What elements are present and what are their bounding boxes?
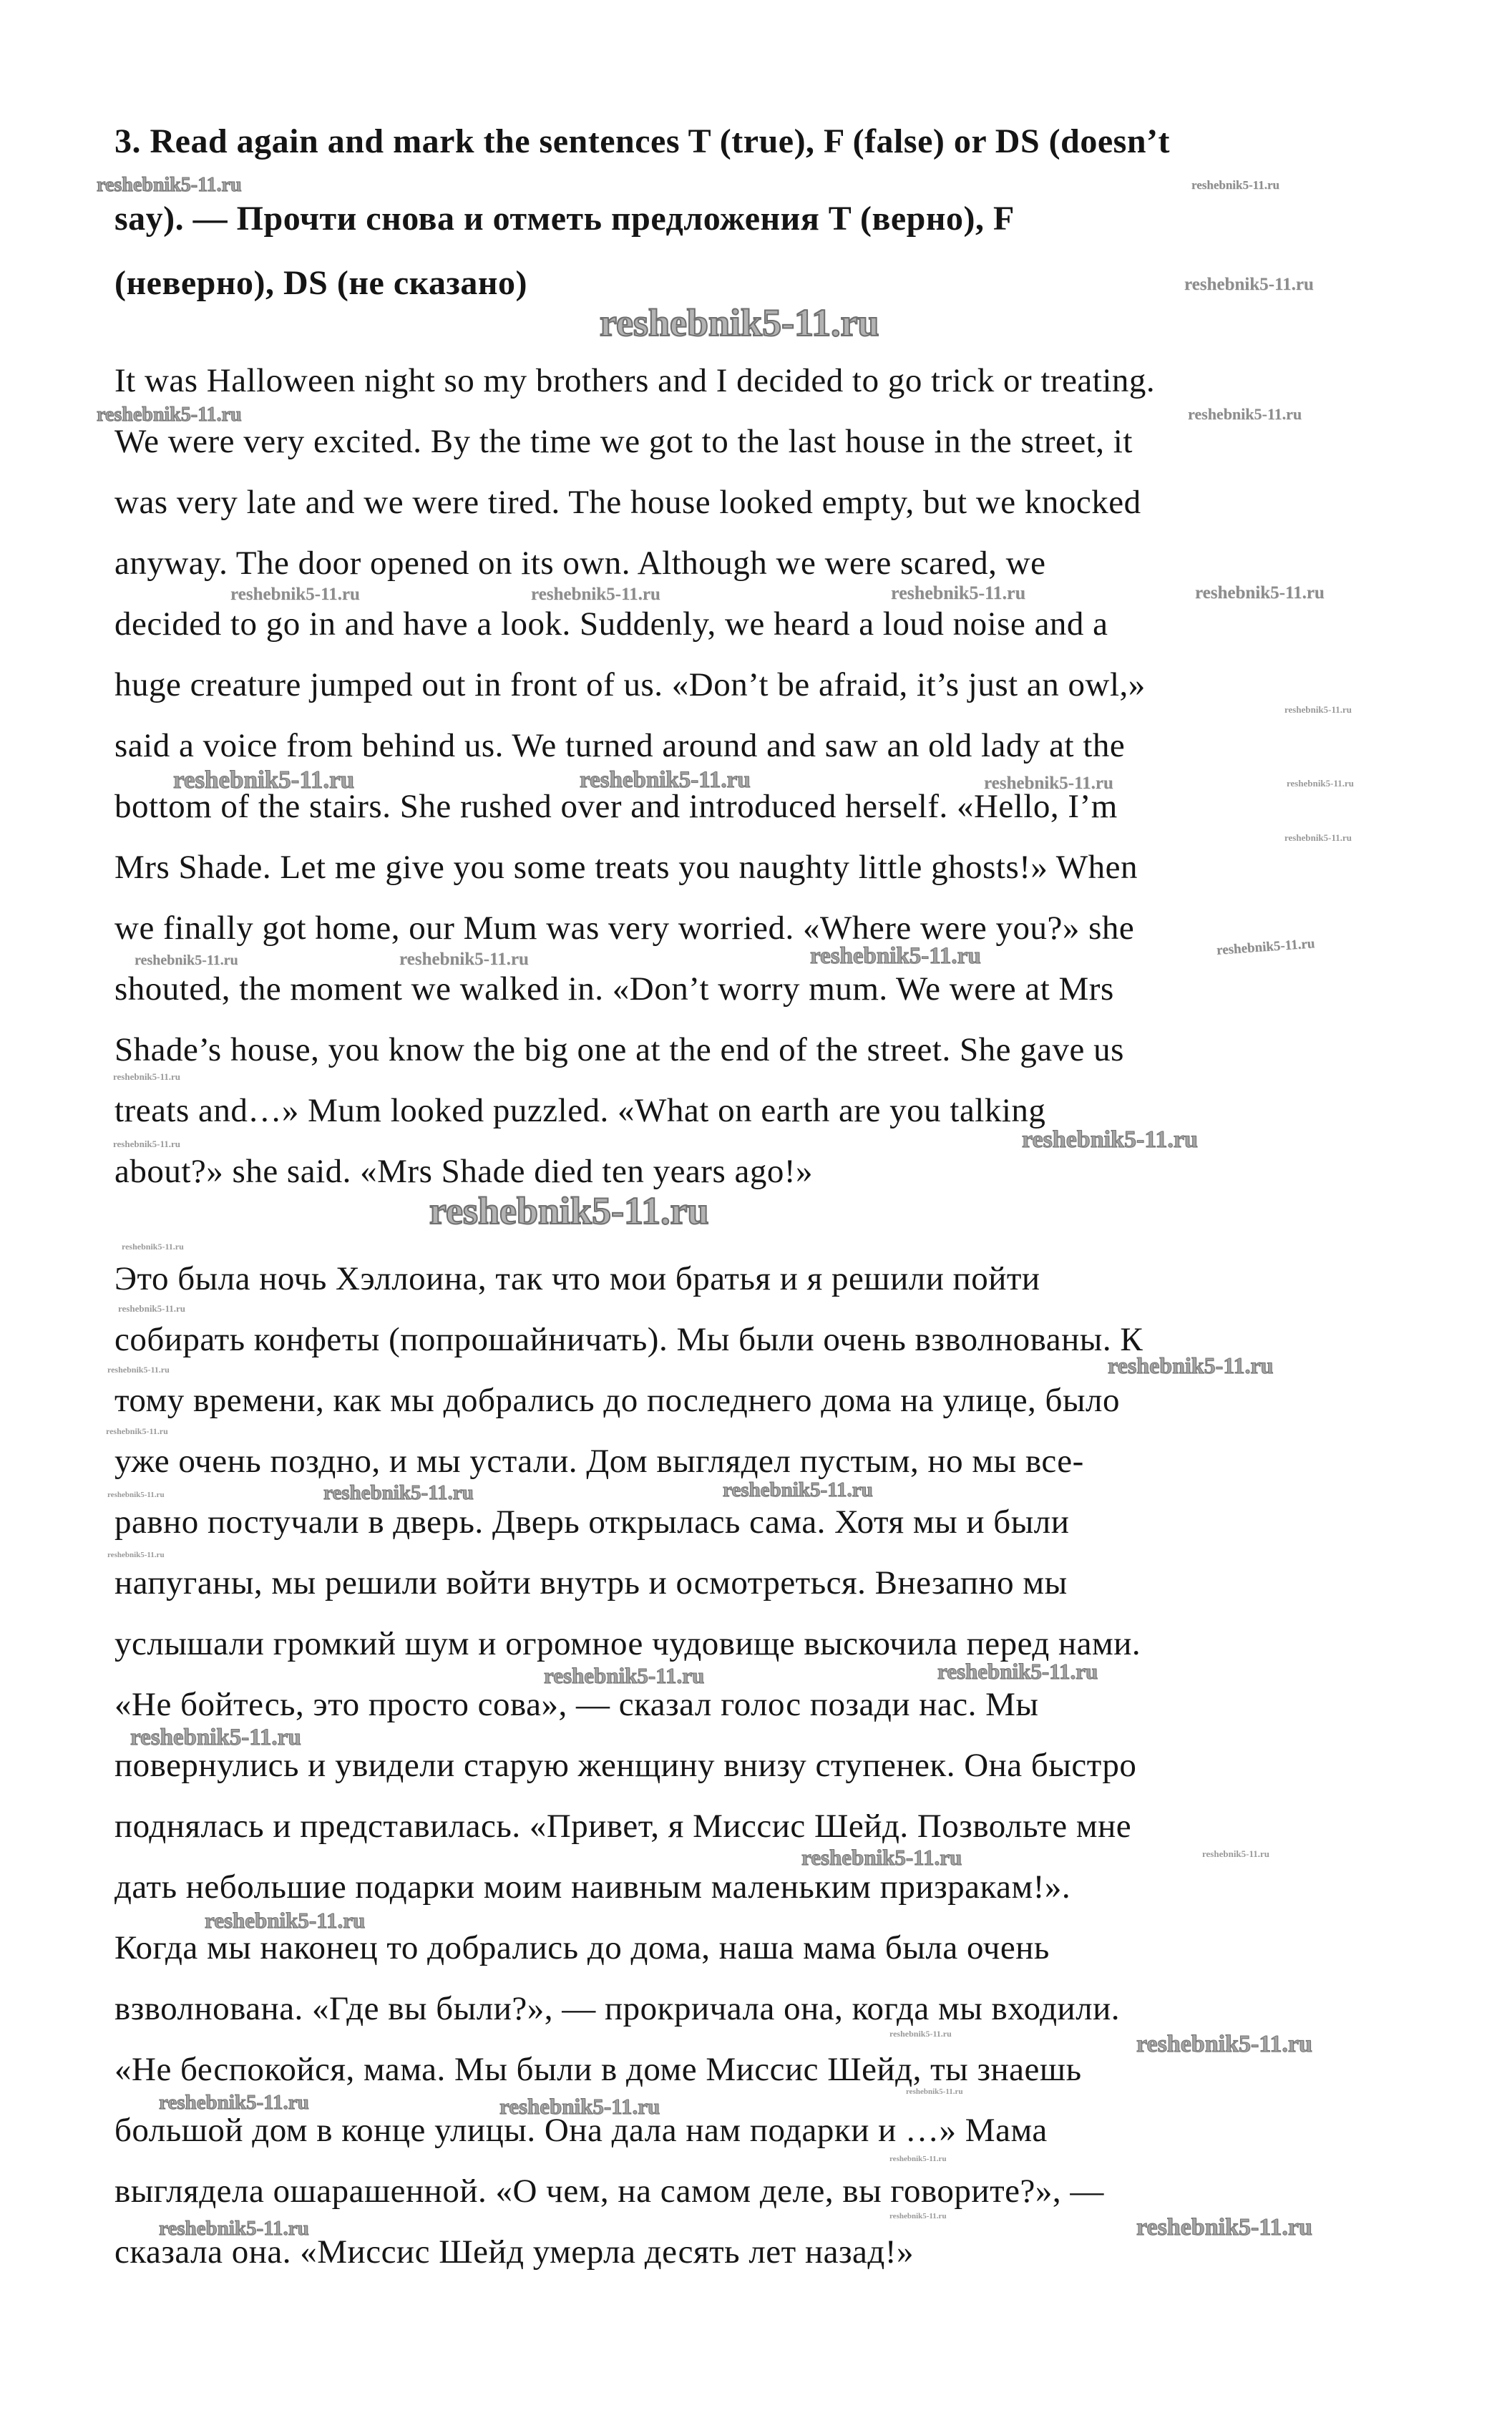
english-text-line: decided to go in and have a look. Suddenly, we heard a loud noise and a <box>114 605 1108 643</box>
watermark-text: reshebnik5-11.ru <box>173 766 355 794</box>
watermark-text: reshebnik5-11.ru <box>723 1478 873 1501</box>
russian-text-line: выглядела ошарашенной. «О чем, на самом деле, вы говорите?», — <box>114 2173 1104 2210</box>
watermark-text: reshebnik5-11.ru <box>801 1845 962 1870</box>
heading-line: (неверно), DS (не сказано) <box>114 264 527 302</box>
english-text-line: we finally got home, our Mum was very worried. «Where were you?» she <box>114 910 1135 947</box>
watermark-text: reshebnik5-11.ru <box>429 1189 709 1232</box>
watermark-text: reshebnik5-11.ru <box>499 2094 660 2119</box>
watermark-text: reshebnik5-11.ru <box>1284 704 1352 715</box>
english-text-line: said a voice from behind us. We turned around and saw an old lady at the <box>114 727 1126 764</box>
watermark-text: reshebnik5-11.ru <box>1284 832 1352 843</box>
english-text-line: Shade’s house, you know the big one at the end of the street. She gave us <box>114 1031 1124 1068</box>
watermark-text: reshebnik5-11.ru <box>323 1481 474 1504</box>
english-text-line: huge creature jumped out in front of us. «Don’t be afraid, it’s just an owl,» <box>114 666 1146 703</box>
russian-text-line: сказала она. «Миссис Шейд умерла десять лет назад!» <box>114 2233 914 2271</box>
russian-text-line: Это была ночь Хэллоина, так что мои братья и я решили пойти <box>114 1260 1040 1297</box>
watermark-text: reshebnik5-11.ru <box>937 1659 1098 1684</box>
russian-text-line: взволнована. «Где вы были?», — прокричала она, когда мы входили. <box>114 1990 1121 2027</box>
watermark-text: reshebnik5-11.ru <box>113 1139 181 1149</box>
watermark-text: reshebnik5-11.ru <box>1136 2214 1312 2241</box>
watermark-text: reshebnik5-11.ru <box>544 1663 705 1688</box>
watermark-text: reshebnik5-11.ru <box>135 952 238 968</box>
russian-text-line: Когда мы наконец то добрались до дома, наша мама была очень <box>114 1929 1050 1966</box>
english-text-line: We were very excited. By the time we got to the last house in the street, it <box>114 423 1133 460</box>
watermark-text: reshebnik5-11.ru <box>1022 1126 1198 1153</box>
english-text-line: shouted, the moment we walked in. «Don’t worry mum. We were at Mrs <box>114 970 1114 1008</box>
english-text-line: treats and…» Mum looked puzzled. «What on earth are you talking <box>114 1092 1046 1129</box>
watermark-text: reshebnik5-11.ru <box>1191 178 1279 192</box>
watermark-text: reshebnik5-11.ru <box>97 404 242 426</box>
watermark-text: reshebnik5-11.ru <box>906 2087 963 2096</box>
russian-text-line: тому времени, как мы добрались до последнего дома на улице, было <box>114 1382 1121 1419</box>
watermark-text: reshebnik5-11.ru <box>1202 1848 1270 1859</box>
heading-line: 3. Read again and mark the sentences T (true), F (false) or DS (doesn’t <box>114 122 1170 160</box>
watermark-text: reshebnik5-11.ru <box>891 582 1026 603</box>
watermark-text: reshebnik5-11.ru <box>1188 405 1302 423</box>
watermark-text: reshebnik5-11.ru <box>889 2212 947 2220</box>
watermark-text: reshebnik5-11.ru <box>97 174 242 196</box>
watermark-text: reshebnik5-11.ru <box>130 1725 301 1750</box>
watermark-text: reshebnik5-11.ru <box>810 943 981 969</box>
russian-text-line: большой дом в конце улицы. Она дала нам подарки и …» Мама <box>114 2112 1048 2149</box>
english-text-line: about?» she said. «Mrs Shade died ten years ago!» <box>114 1153 813 1190</box>
watermark-text: reshebnik5-11.ru <box>1136 2031 1312 2057</box>
watermark-text: reshebnik5-11.ru <box>984 774 1113 793</box>
english-text-line: bottom of the stairs. She rushed over and introduced herself. «Hello, I’m <box>114 788 1118 825</box>
russian-text-line: «Не бойтесь, это просто сова», — сказал голос позади нас. Мы <box>114 1686 1039 1723</box>
watermark-text: reshebnik5-11.ru <box>1184 275 1314 294</box>
watermark-text: reshebnik5-11.ru <box>107 1551 165 1559</box>
watermark-text: reshebnik5-11.ru <box>1287 778 1355 789</box>
watermark-text: reshebnik5-11.ru <box>118 1303 186 1314</box>
watermark-text: reshebnik5-11.ru <box>205 1908 366 1933</box>
watermark-text: reshebnik5-11.ru <box>1108 1352 1274 1378</box>
watermark-text: reshebnik5-11.ru <box>889 2029 952 2039</box>
english-text-line: It was Halloween night so my brothers and I decided to go trick or treating. <box>114 362 1156 399</box>
watermark-text: reshebnik5-11.ru <box>580 767 751 793</box>
russian-text-line: уже очень поздно, и мы устали. Дом выглядел пустым, но мы все- <box>114 1443 1084 1480</box>
watermark-text: reshebnik5-11.ru <box>113 1071 181 1082</box>
russian-text-line: дать небольшие подарки моим наивным маленьким призракам!». <box>114 1868 1071 1906</box>
heading-line: say). — Прочти снова и отметь предложения T (верно), F <box>114 200 1015 238</box>
russian-text-line: «Не беспокойся, мама. Мы были в доме Миссис Шейд, ты знаешь <box>114 2051 1082 2088</box>
watermark-text: reshebnik5-11.ru <box>399 950 529 969</box>
english-text-line: anyway. The door opened on its own. Although we were scared, we <box>114 545 1046 582</box>
watermark-text: reshebnik5-11.ru <box>230 585 360 604</box>
russian-text-line: повернулись и увидели старую женщину внизу ступенек. Она быстро <box>114 1747 1137 1784</box>
watermark-text: reshebnik5-11.ru <box>1216 936 1316 958</box>
russian-text-line: услышали громкий шум и огромное чудовище выскочила перед нами. <box>114 1625 1141 1662</box>
watermark-text: reshebnik5-11.ru <box>600 301 879 344</box>
russian-text-line: напуганы, мы решили войти внутрь и осмотреться. Внезапно мы <box>114 1564 1068 1602</box>
watermark-text: reshebnik5-11.ru <box>531 585 660 604</box>
watermark-text: reshebnik5-11.ru <box>107 1365 170 1375</box>
russian-text-line: собирать конфеты (попрошайничать). Мы были очень взволнованы. К <box>114 1321 1143 1358</box>
watermark-text: reshebnik5-11.ru <box>159 2217 309 2240</box>
watermark-text: reshebnik5-11.ru <box>889 2155 947 2163</box>
watermark-text: reshebnik5-11.ru <box>107 1491 165 1499</box>
watermark-text: reshebnik5-11.ru <box>1195 583 1325 603</box>
watermark-text: reshebnik5-11.ru <box>159 2091 309 2114</box>
russian-text-line: равно постучали в дверь. Дверь открылась сама. Хотя мы и были <box>114 1503 1070 1541</box>
watermark-text: reshebnik5-11.ru <box>106 1426 168 1436</box>
english-text-line: Mrs Shade. Let me give you some treats you naughty little ghosts!» When <box>114 849 1138 886</box>
watermark-text: reshebnik5-11.ru <box>122 1242 184 1252</box>
english-text-line: was very late and we were tired. The house looked empty, but we knocked <box>114 484 1141 521</box>
russian-text-line: поднялась и представилась. «Привет, я Миссис Шейд. Позвольте мне <box>114 1808 1132 1845</box>
